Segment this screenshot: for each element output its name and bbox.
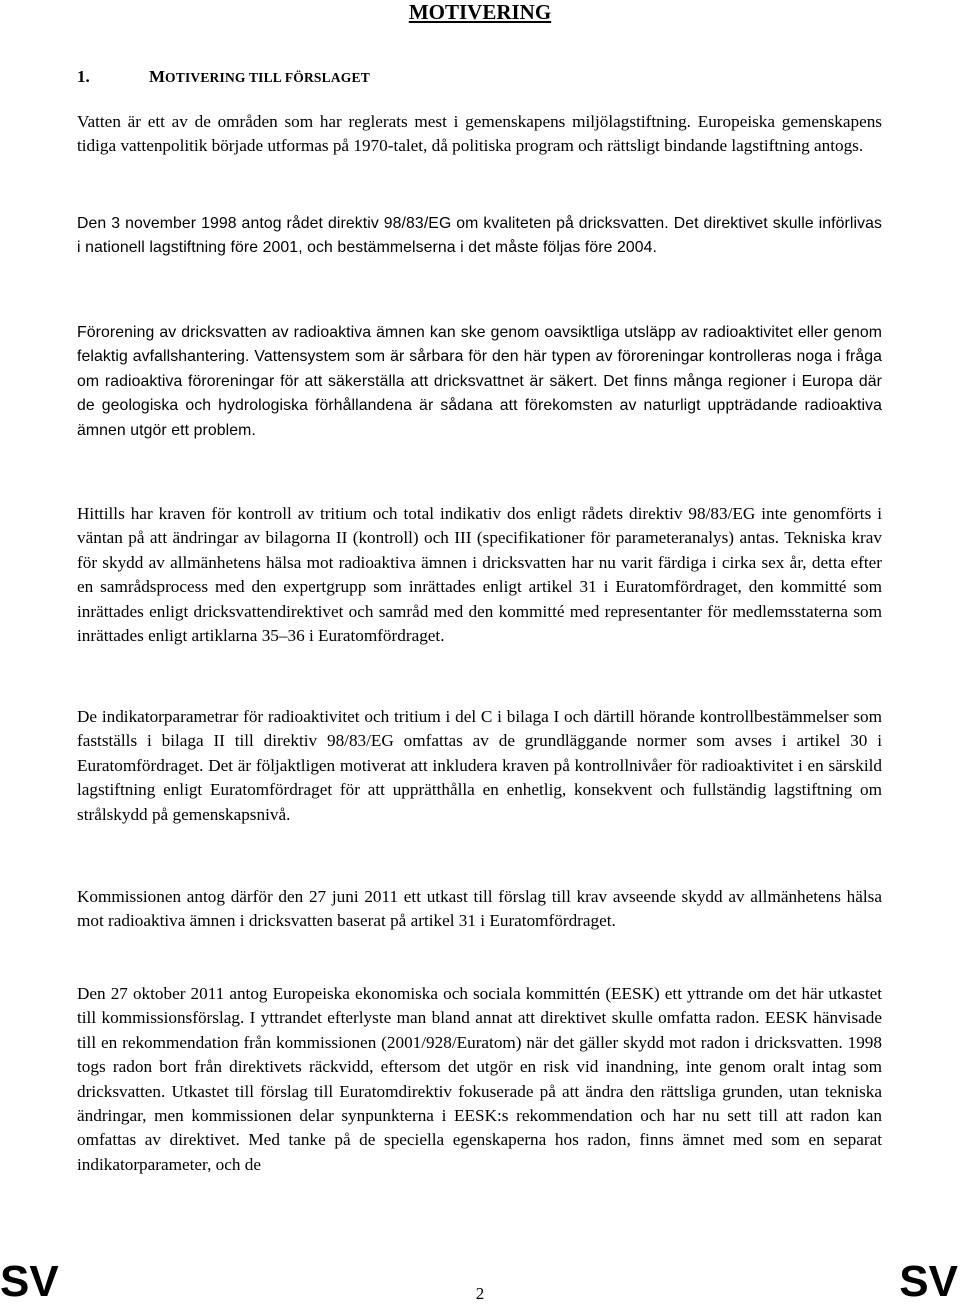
section-heading <box>77 66 370 89</box>
section-number: 1. <box>77 67 90 86</box>
document-title: MOTIVERING <box>408 0 552 24</box>
footer-language-right: SV <box>899 1257 958 1306</box>
paragraph-commission-draft: Kommissionen antog därför den 27 juni 2011 ett utkast till förslag till krav avseende skydd av allmänhetens hälsa mot radioaktiva ämnen i dricksvatten baserat på artikel 31 i Euratomfördraget. <box>77 887 882 931</box>
paragraph-tritium-requirements: Hittills har kraven för kontroll av tritium och total indikativ dos enligt rådets direktiv 98/83/EG inte genomförts i väntan på att ändringar av bilagorna II (kontroll) och III (specifikationer för parameteranalys) antas. Tekniska krav för skydd av allmänhetens hälsa mot radioaktiva ämnen i dricksvatten har nu varit färdiga i cirka sex år, detta efter en samrådsprocess med den expertgrupp som inrättades enligt artikel 31 i Euratomfördraget, den kommitté som inrättades enligt dricksvattendirektivet och samråd med den kommitté med representanter för medlemsstaterna som inrättades enligt artiklarna 35–36 i Euratomfördraget. <box>77 504 882 646</box>
section-title-initial: M <box>149 67 166 86</box>
paragraph-indicator-parameters: De indikatorparametrar för radioaktivitet och tritium i del C i bilaga I och därtill hörande kontrollbestämmelser som fastställs i bilaga II till direktiv 98/83/EG omfattas av de grundläggande normer som avses i artikel 30 i Euratomfördraget. Det är följaktligen motiverat att inkludera kraven på kontrollnivåer för radioaktivitet i en särskild lagstiftning enligt Euratomfördraget för att upprätthålla en enhetlig, konsekvent och fullständig lagstiftning om strålskydd på gemenskapsnivå. <box>77 707 882 824</box>
paragraph-eesk-opinion: Den 27 oktober 2011 antog Europeiska ekonomiska och sociala kommittén (EESK) ett yttrande om det här utkastet till kommissionsförslag. I yttrandet efterlyste man bland annat att direktivet skulle omfatta radon. EESK hänvisade till en rekommendation från kommissionen (2001/928/Euratom) när det gäller skydd mot radon i dricksvatten. 1998 togs radon bort från direktivets räckvidd, eftersom det utgör en risk vid inandning, inte genom oralt intag som dricksvatten. Utkastet till förslag till Euratomdirektiv fokuserade på att ändra den rättsliga grunden, utan tekniska ändringar, men kommissionen delar synpunkterna i EESK:s rekommendation och har nu sett till att radon kan omfattas av direktivet. Med tanke på de speciella egenskaperna hos radon, finns ämnet med som en separat indikatorparameter, och de <box>77 984 882 1174</box>
page-number: 2 <box>475 1284 485 1303</box>
paragraph-radioactive-pollution: Förorening av dricksvatten av radioaktiva ämnen kan ske genom oavsiktliga utsläpp av radioaktivitet eller genom felaktig avfallshantering. Vattensystem som är sårbara för den här typen av föroreningar kontrolleras noga i fråga om radioaktiva föroreningar för att säkerställa att dricksvattnet är säkert. Det finns många regioner i Europa där de geologiska och hydrologiska förhållandena är sådana att förekomsten av naturligt uppträdande radioaktiva ämnen utgör ett problem. <box>77 324 882 439</box>
footer-language-left: SV <box>0 1257 59 1306</box>
paragraph-directive-98-83: Den 3 november 1998 antog rådet direktiv 98/83/EG om kvaliteten på dricksvatten. Det direktivet skulle införlivas i nationell lagstiftning före 2001, och bestämmelserna i det måste följas före 2004. <box>77 215 882 257</box>
paragraph-water-legislation: Vatten är ett av de områden som har reglerats mest i gemenskapens miljölagstiftning. Europeiska gemenskapens tidiga vattenpolitik började utformas på 1970-talet, då politiska program och rättsligt bindande lagstiftning antogs. <box>77 112 882 156</box>
section-title-rest: OTIVERING TILL FÖRSLAGET <box>165 70 370 85</box>
